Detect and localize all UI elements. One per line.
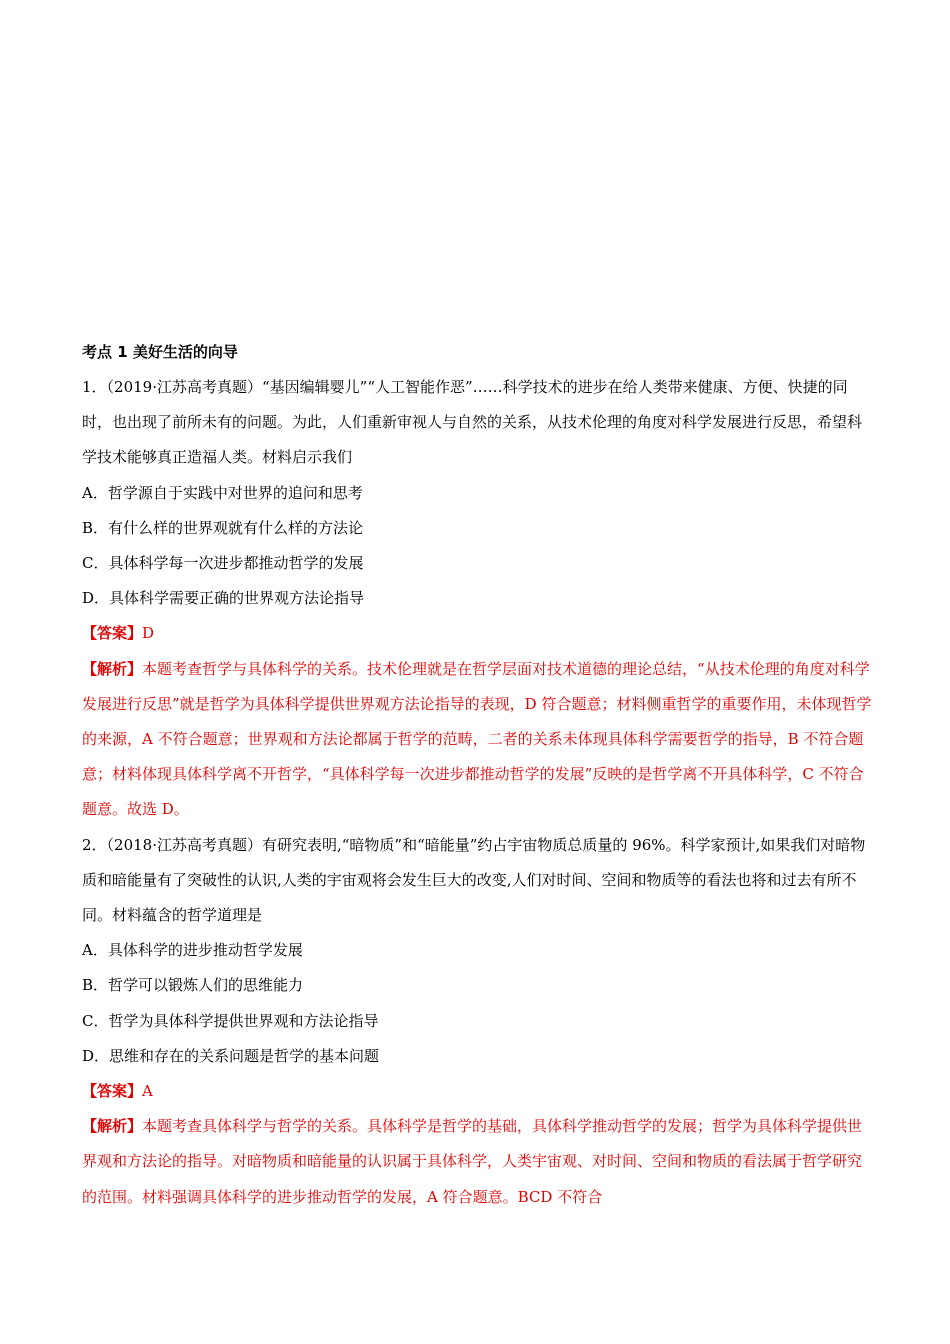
analysis-paragraph	[82, 1109, 872, 1215]
analysis-text: 本题考查哲学与具体科学的关系。技术伦理就是在哲学层面对技术道德的理论总结，“从技术伦理的角度对科学发展进行反思”就是哲学为具体科学提供世界观方法论指导的表现，D 符合题意；材料侧重哲学的重要作用，未体现哲学的来源，A 不符合题意；世界观和方法论都属于哲学的范畴，二者的关系未体现具体科学需要哲学的指导，B 不符合题意；材料体现具体科学离不开哲学，“具体科学每一次进步都推动哲学的发展”反映的是哲学离不开具体科学，C 不符合题意。故选 D。	[82, 659, 872, 819]
answer-line	[82, 1074, 872, 1109]
section-title: 考点 1 美好生活的向导	[82, 343, 238, 361]
option-d: D．思维和存在的关系问题是哲学的基本问题	[82, 1046, 380, 1065]
option-b: B．有什么样的世界观就有什么样的方法论	[82, 518, 364, 537]
document-page	[82, 340, 872, 1215]
option-b: B．哲学可以锻炼人们的思维能力	[82, 976, 304, 995]
option-a: A．具体科学的进步推动哲学发展	[82, 941, 303, 960]
answer-value: A	[142, 1082, 153, 1101]
answer-label: 【答案】	[82, 1082, 143, 1101]
analysis-label: 【解析】	[82, 1117, 143, 1136]
question-stem: 2．（2018·江苏高考真题）有研究表明,“暗物质”和“暗能量”约占宇宙物质总质量的 96%。科学家预计,如果我们对暗物质和暗能量有了突破性的认识,人类的宇宙观将会发生巨大的改变,人们对时间、空间和物质等的看法也将和过去有所不同。材料蕴含的哲学道理是	[82, 835, 866, 925]
answer-line	[82, 616, 872, 651]
option-c: C．哲学为具体科学提供世界观和方法论指导	[82, 1011, 379, 1030]
analysis-label: 【解析】	[82, 659, 143, 678]
answer-label: 【答案】	[82, 624, 143, 643]
option-d: D．具体科学需要正确的世界观方法论指导	[82, 589, 365, 608]
question-block	[82, 370, 872, 828]
question-block	[82, 828, 872, 1215]
question-stem: 1．（2019·江苏高考真题）“基因编辑婴儿”“人工智能作恶”……科学技术的进步在给人类带来健康、方便、快捷的同时，也出现了前所未有的问题。为此，人们重新审视人与自然的关系，从技术伦理的角度对科学发展进行反思，希望科学技术能够真正造福人类。材料启示我们	[82, 378, 863, 467]
answer-value: D	[142, 624, 155, 643]
option-a: A．哲学源自于实践中对世界的追问和思考	[82, 483, 363, 502]
analysis-paragraph	[82, 652, 872, 828]
option-c: C．具体科学每一次进步都推动哲学的发展	[82, 554, 364, 573]
analysis-text: 本题考查具体科学与哲学的关系。具体科学是哲学的基础，具体科学推动哲学的发展；哲学为具体科学提供世界观和方法论的指导。对暗物质和暗能量的认识属于具体科学，人类宇宙观、对时间、空间和物质的看法属于哲学研究的范围。材料强调具体科学的进步推动哲学的发展，A 符合题意。BCD 不符合	[82, 1117, 863, 1206]
